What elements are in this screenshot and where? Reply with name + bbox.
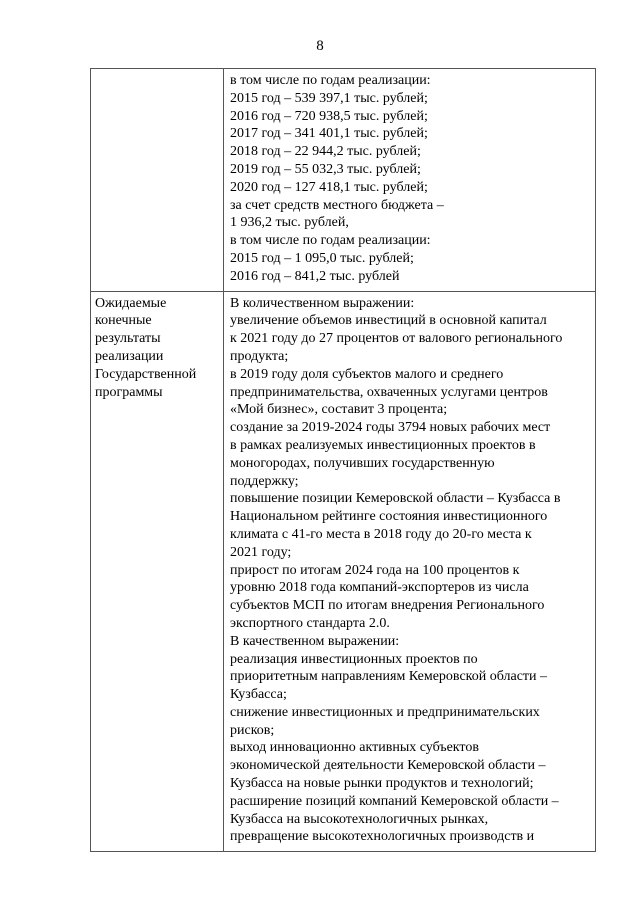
content-line: 2015 год – 539 397,1 тыс. рублей;: [230, 90, 428, 106]
table-row: [91, 291, 596, 852]
content-line: повышение позиции Кемеровской области – Кузбасса в: [230, 491, 561, 507]
content-line: 2015 год – 1 095,0 тыс. рублей;: [230, 250, 414, 266]
content-line: субъектов МСП по итогам внедрения Регионального: [230, 598, 545, 614]
content-line: В качественном выражении:: [230, 633, 400, 649]
label-line: программы: [95, 384, 163, 400]
label-line: Государственной: [95, 366, 197, 382]
content-line: 1 936,2 тыс. рублей,: [230, 215, 349, 231]
content-line: поддержку;: [230, 473, 299, 489]
content-line: увеличение объемов инвестиций в основной капитал: [230, 313, 547, 329]
content-line: 2021 году;: [230, 544, 292, 560]
content-line: расширение позиций компаний Кемеровской области –: [230, 793, 559, 809]
program-passport-table: [90, 68, 596, 852]
content-line: экономической деятельности Кемеровской области –: [230, 758, 546, 774]
table-row: [91, 69, 596, 292]
content-line: рисков;: [230, 722, 275, 738]
label-line: Ожидаемые: [95, 295, 167, 311]
content-line: предпринимательства, охваченных услугами центров: [230, 384, 548, 400]
row-label-cell: [91, 69, 224, 292]
content-line: климата с 41-го места в 2018 году до 20-го места к: [230, 526, 532, 542]
label-line: реализации: [95, 348, 164, 364]
content-line: 2020 год – 127 418,1 тыс. рублей;: [230, 179, 428, 195]
content-line: реализация инвестиционных проектов по: [230, 651, 478, 667]
content-line: моногородах, получивших государственную: [230, 455, 495, 471]
content-line: в рамках реализуемых инвестиционных проектов в: [230, 437, 536, 453]
content-line: снижение инвестиционных и предпринимательских: [230, 704, 540, 720]
content-line: Кузбасса;: [230, 687, 287, 703]
content-line: в том числе по годам реализации:: [230, 73, 431, 88]
label-line: конечные: [95, 313, 152, 329]
row-label-cell: [91, 291, 224, 852]
content-line: экспортного стандарта 2.0.: [230, 615, 390, 631]
content-line: Национальном рейтинге состояния инвестиционного: [230, 509, 548, 525]
content-line: Кузбасса на новые рынки продуктов и технологий;: [230, 776, 534, 792]
content-line: за счет средств местного бюджета –: [230, 197, 444, 213]
content-line: 2016 год – 841,2 тыс. рублей: [230, 268, 400, 284]
content-line: в том числе по годам реализации:: [230, 233, 431, 249]
content-line: 2018 год – 22 944,2 тыс. рублей;: [230, 144, 421, 160]
page-number: 8: [316, 38, 324, 54]
content-line: 2017 год – 341 401,1 тыс. рублей;: [230, 126, 428, 142]
content-line: создание за 2019-2024 годы 3794 новых рабочих мест: [230, 420, 551, 436]
label-line: результаты: [95, 331, 161, 347]
content-line: В количественном выражении:: [230, 295, 415, 311]
content-line: приоритетным направлениям Кемеровской области –: [230, 669, 548, 685]
content-line: продукта;: [230, 348, 289, 364]
content-line: выход инновационно активных субъектов: [230, 740, 479, 756]
content-line: прирост по итогам 2024 года на 100 процентов к: [230, 562, 520, 578]
content-line: Кузбасса на высокотехнологичных рынках,: [230, 811, 489, 827]
content-line: в 2019 году доля субъектов малого и среднего: [230, 366, 504, 382]
content-line: превращение высокотехнологичных производств и: [230, 829, 535, 845]
content-line: 2019 год – 55 032,3 тыс. рублей;: [230, 161, 421, 177]
content-line: уровню 2018 года компаний-экспортеров из числа: [230, 580, 529, 596]
content-line: 2016 год – 720 938,5 тыс. рублей;: [230, 108, 428, 124]
row-content-cell: [224, 291, 596, 852]
row-content-cell: [224, 69, 596, 292]
content-line: к 2021 году до 27 процентов от валового регионального: [230, 331, 563, 347]
content-line: «Мой бизнес», составит 3 процента;: [230, 402, 448, 418]
